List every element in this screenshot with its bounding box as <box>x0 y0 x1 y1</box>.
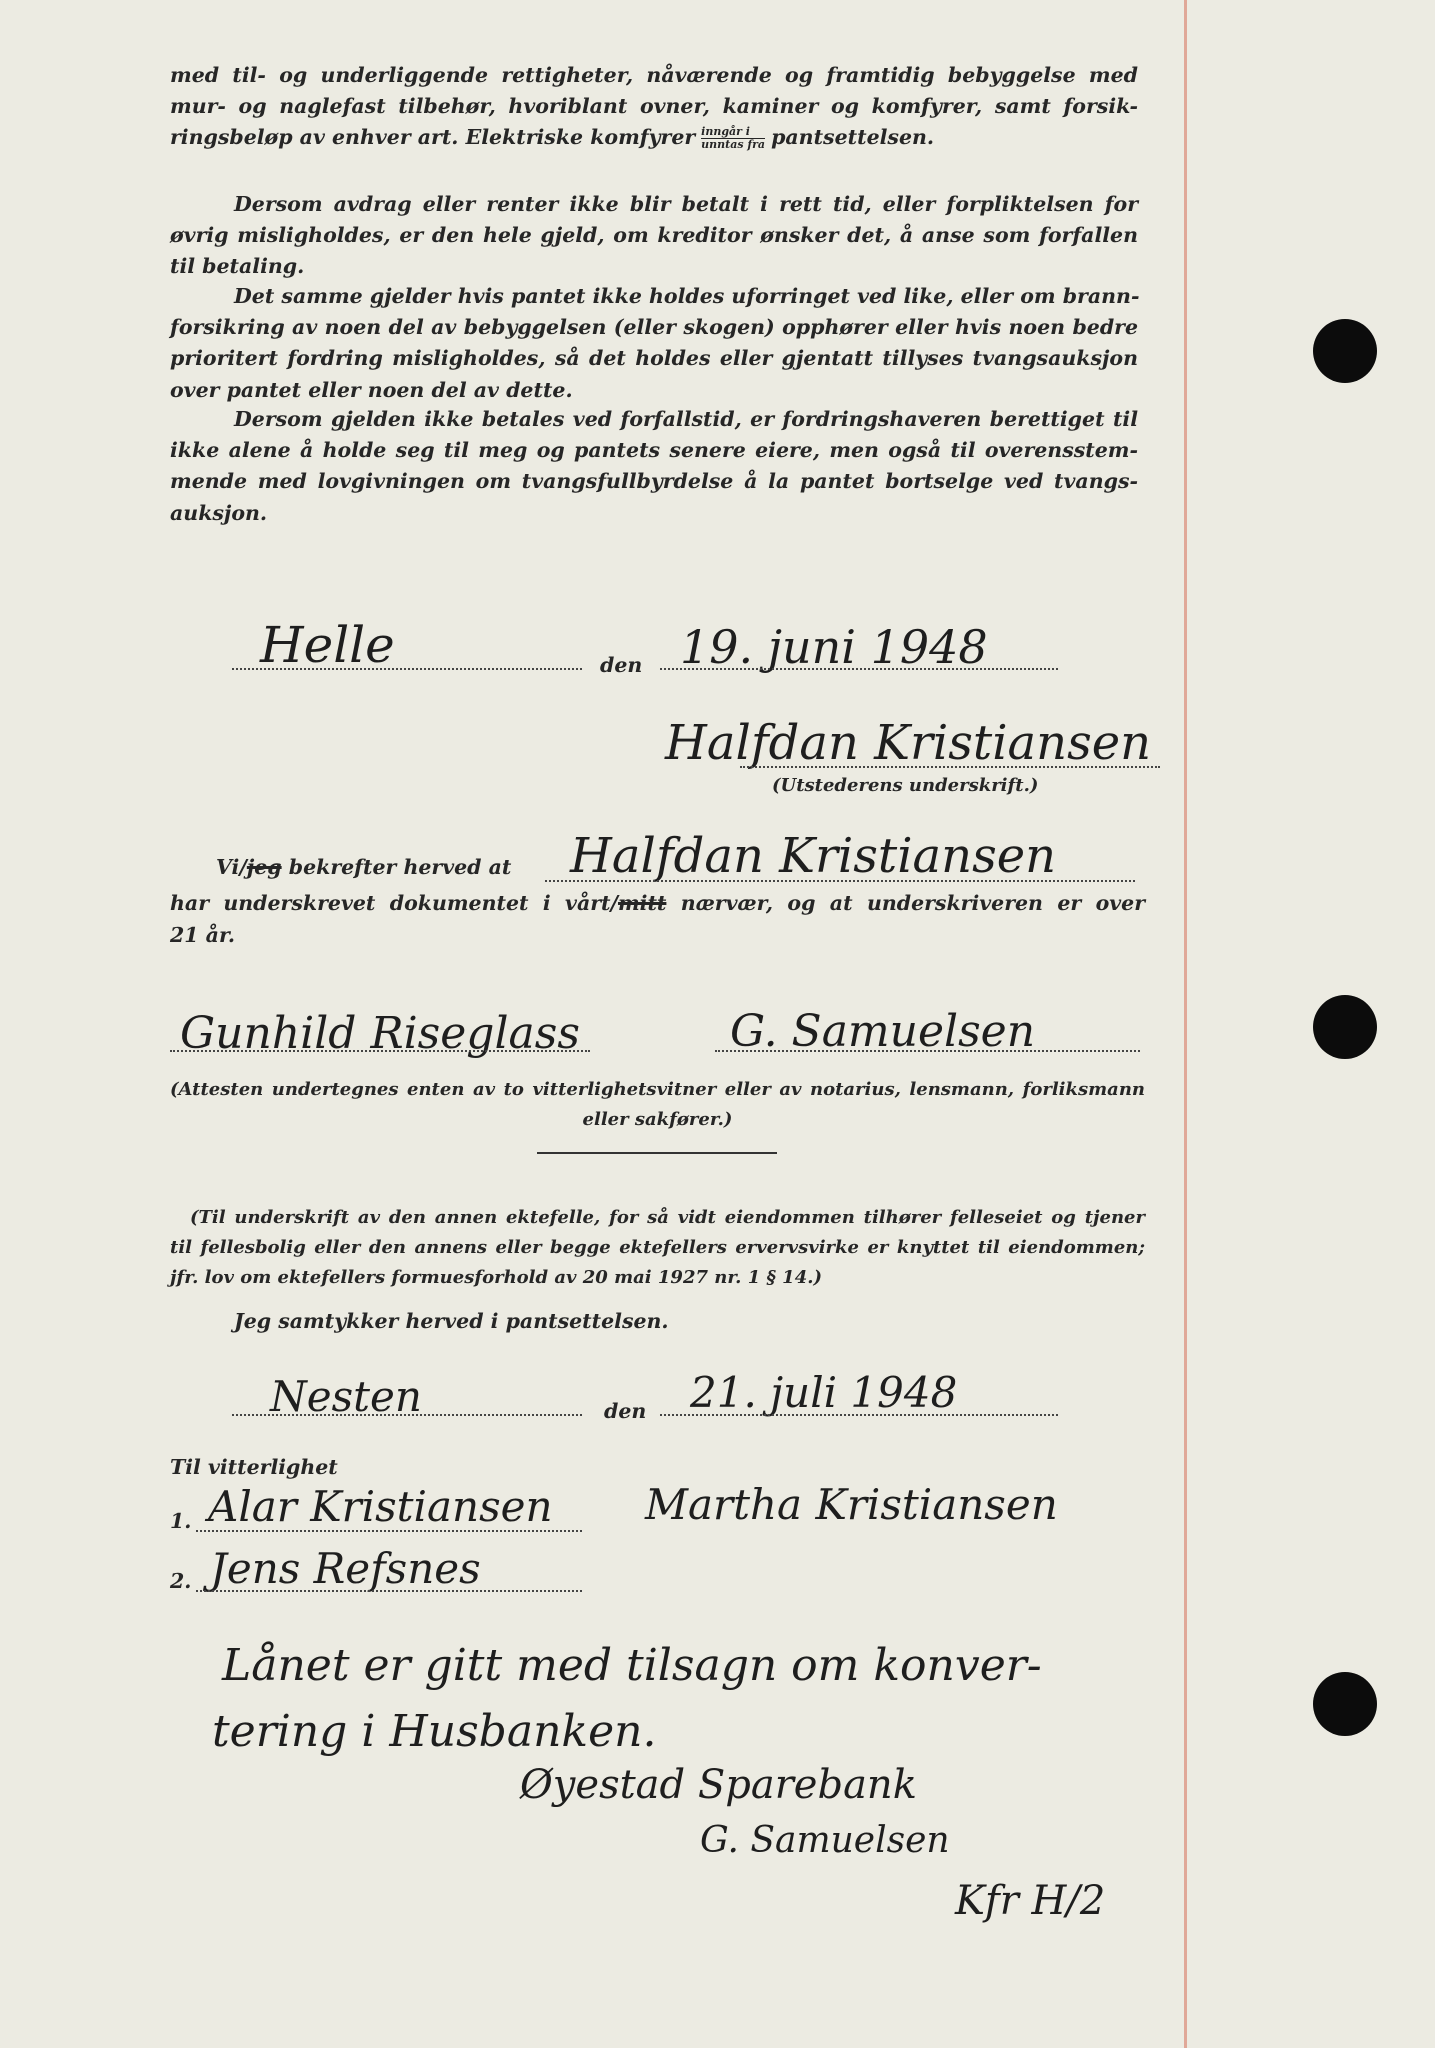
issuer-signature: Halfdan Kristiansen <box>665 715 1152 771</box>
den-label: den <box>604 1399 647 1423</box>
text-segment: ringsbeløp av enhver art. Elektriske komfyrer <box>170 125 696 150</box>
den-label: den <box>600 653 643 677</box>
text-line: mur- og naglefast tilbehør, hvoriblant ovner, kaminer og komfyrer, samt forsik- <box>170 94 1138 119</box>
fraction-top: inngår i <box>701 126 765 139</box>
witness-signature-1: Gunhild Riseglass <box>180 1008 580 1059</box>
dotted-line <box>545 880 1135 882</box>
confirmed-signer-name: Halfdan Kristiansen <box>570 828 1057 884</box>
margin-line <box>1184 0 1187 2048</box>
text-line: auksjon. <box>170 500 268 525</box>
handwritten-note-line-2: tering i Husbanken. <box>212 1706 657 1757</box>
separator-rule <box>537 1152 777 1154</box>
punch-hole <box>1313 1672 1377 1736</box>
witness-signature-2: G. Samuelsen <box>730 1006 1036 1057</box>
struck-text: jeg <box>246 855 282 879</box>
dotted-line <box>715 1050 1140 1052</box>
text-line: prioritert fordring misligholdes, så det holdes eller gjentatt tillyses tvangsauksjon <box>170 346 1138 371</box>
dotted-line <box>170 1050 590 1052</box>
text-line: Dersom avdrag eller renter ikke blir betalt i rett tid, eller forpliktelsen for <box>234 192 1138 216</box>
handwritten-date: 21. juli 1948 <box>690 1368 958 1417</box>
punch-hole <box>1313 995 1377 1059</box>
handwritten-date: 19. juni 1948 <box>680 620 988 674</box>
handwritten-note-line-1: Lånet er gitt med tilsagn om konver- <box>222 1640 1042 1691</box>
dotted-line <box>660 668 1058 670</box>
punch-hole <box>1313 319 1377 383</box>
dotted-line <box>232 1414 582 1416</box>
confirm-line-1 <box>216 852 511 883</box>
spouse-note-line-1: (Til underskrift av den annen ektefelle, for så vidt eiendommen tilhører felleseiet og tjener <box>190 1207 1145 1228</box>
paragraph-rights <box>170 60 1138 154</box>
struck-text: mitt <box>617 891 667 915</box>
paragraph-default <box>170 189 1138 283</box>
dotted-line <box>232 668 582 670</box>
witness-number: 1. <box>170 1509 192 1533</box>
confirm-line-3: 21 år. <box>170 923 236 947</box>
bank-name: Øyestad Sparebank <box>520 1762 917 1808</box>
spouse-signature: Martha Kristiansen <box>645 1480 1058 1529</box>
attest-note-line-2: eller sakfører.) <box>582 1109 733 1130</box>
text-segment: Vi/ <box>216 855 247 879</box>
paragraph-pledge-condition <box>170 281 1138 406</box>
issuer-caption: (Utstederens underskrift.) <box>772 775 1039 796</box>
text-segment: bekrefter herved at <box>281 855 512 879</box>
confirm-line-2 <box>170 888 1145 919</box>
text-line: mende med lovgivningen om tvangsfullbyrdelse å la pantet bortselge ved tvangs- <box>170 469 1138 494</box>
text-line: forsikring av noen del av bebyggelsen (eller skogen) opphører eller hvis noen bedre <box>170 315 1138 340</box>
text-line: med til- og underliggende rettigheter, nåværende og framtidig bebyggelse med <box>170 63 1138 87</box>
text-line: ikke alene å holde seg til meg og pantets senere eiere, men også til overensstem- <box>170 438 1138 463</box>
witness-name-1: Alar Kristiansen <box>208 1482 553 1531</box>
text-segment: har underskrevet dokumentet i vårt/ <box>170 891 618 915</box>
corner-initials: Kfr H/2 <box>955 1878 1106 1924</box>
handwritten-place: Nesten <box>270 1372 422 1421</box>
dotted-line <box>196 1530 582 1532</box>
fraction-bottom: unntas fra <box>701 138 766 152</box>
text-line: Dersom gjelden ikke betales ved forfallstid, er fordringshaveren berettiget til <box>234 407 1138 431</box>
text-line: øvrig misligholdes, er den hele gjeld, om kreditor ønsker det, å anse som forfallen <box>170 223 1138 248</box>
consent-text: Jeg samtykker herved i pantsettelsen. <box>234 1309 669 1333</box>
dotted-line <box>196 1590 582 1592</box>
text-line: over pantet eller noen del av dette. <box>170 377 573 402</box>
spouse-note-line-2: til fellesbolig eller den annens eller begge ektefellers ervervsvirke er knyttet til eiendommen; <box>170 1237 1145 1258</box>
witness-number: 2. <box>170 1569 192 1593</box>
spouse-note-line-3: jfr. lov om ektefellers formuesforhold av 20 mai 1927 nr. 1 § 14.) <box>170 1267 823 1288</box>
handwritten-place: Helle <box>260 616 395 674</box>
text-line: Det samme gjelder hvis pantet ikke holdes uforringet ved like, eller om brann- <box>234 284 1140 308</box>
bank-signature: G. Samuelsen <box>700 1820 950 1861</box>
text-line <box>170 122 1138 153</box>
witness-name-2: Jens Refsnes <box>210 1544 481 1593</box>
text-line: til betaling. <box>170 254 305 279</box>
paragraph-maturity <box>170 404 1138 529</box>
text-segment: pantsettelsen. <box>771 125 935 150</box>
text-segment: nærvær, og at underskriveren er over <box>666 891 1145 915</box>
dotted-line <box>660 1414 1058 1416</box>
dotted-line <box>740 766 1160 768</box>
witness-heading: Til vitterlighet <box>170 1455 338 1479</box>
fraction-choice <box>701 126 765 151</box>
attest-note-line-1: (Attesten undertegnes enten av to vitterlighetsvitner eller av notarius, lensmann, forliksmann <box>170 1079 1145 1100</box>
